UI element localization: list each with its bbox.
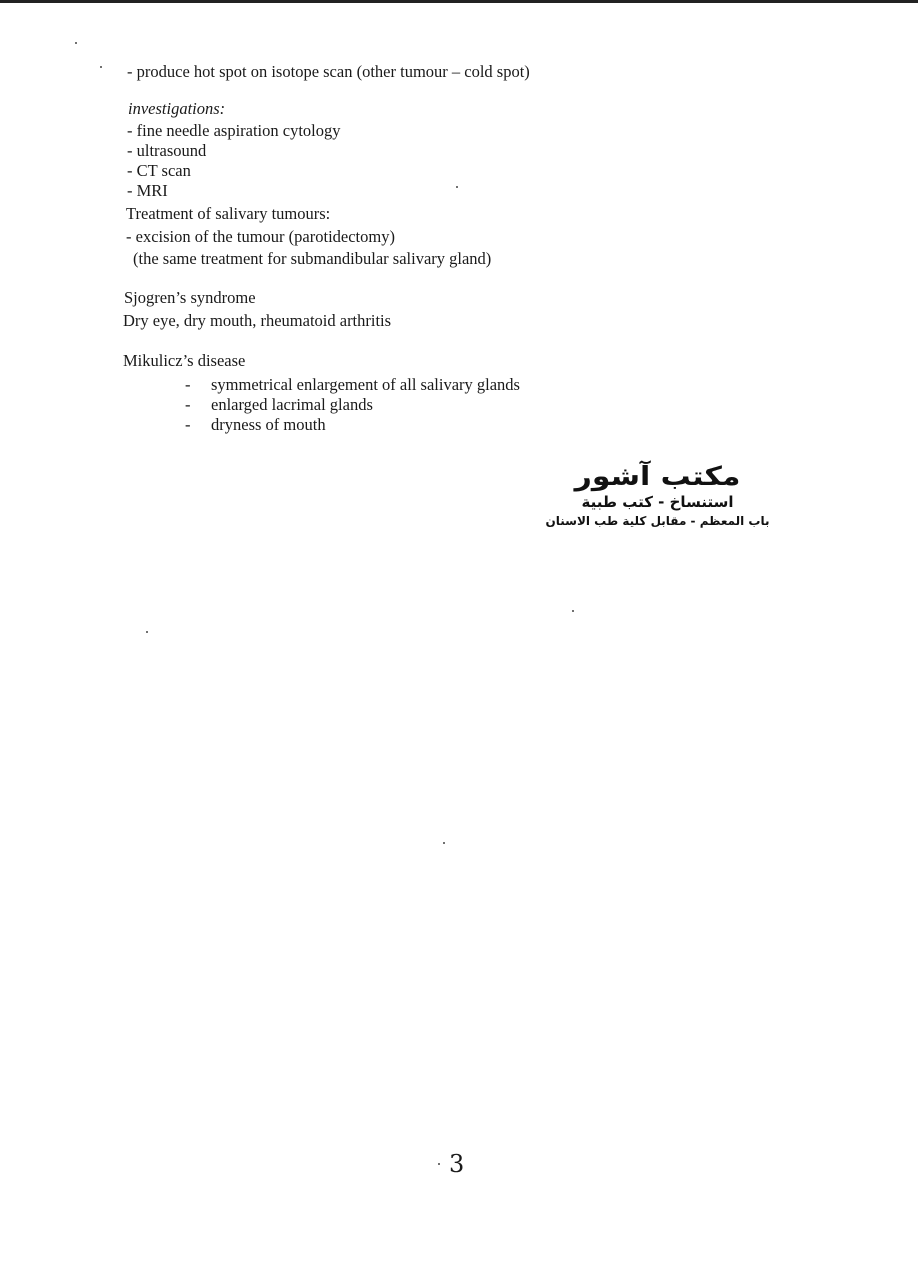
sjogren-heading: Sjogren’s syndrome (124, 288, 256, 307)
investigation-ct: - CT scan (127, 161, 191, 180)
scan-speck (100, 66, 102, 68)
investigation-fnac: - fine needle aspiration cytology (127, 121, 341, 140)
hot-spot-line: - produce hot spot on isotope scan (other tumour – cold spot) (127, 62, 530, 81)
scan-speck (572, 610, 574, 612)
scan-speck (443, 842, 445, 844)
scan-speck (456, 186, 458, 188)
list-item-text: enlarged lacrimal glands (211, 395, 373, 414)
investigations-heading: investigations: (128, 99, 226, 118)
list-item-text: dryness of mouth (211, 415, 326, 434)
stamp-line-2: استنساخ - كتب طبية (581, 493, 734, 511)
stamp-line-1: مكتب آشور (574, 462, 741, 492)
scan-top-edge (0, 0, 918, 3)
bullet-dash: - (185, 415, 191, 434)
page-number: 3 (449, 1150, 465, 1178)
bullet-dash: - (185, 395, 191, 414)
scan-speck (75, 42, 77, 44)
treatment-heading: Treatment of salivary tumours: (126, 204, 331, 223)
mikulicz-heading: Mikulicz’s disease (123, 351, 246, 370)
list-item-text: symmetrical enlargement of all salivary glands (211, 375, 520, 394)
scan-speck (146, 631, 148, 633)
bookshop-stamp (540, 462, 775, 537)
stamp-line-3: باب المعظم - مقابل كلية طب الاسنان (545, 514, 770, 528)
treatment-note: (the same treatment for submandibular salivary gland) (133, 249, 492, 268)
investigation-mri: - MRI (127, 181, 168, 200)
sjogren-triad: Dry eye, dry mouth, rheumatoid arthritis (123, 311, 392, 330)
investigation-ultrasound: - ultrasound (127, 141, 207, 160)
scan-speck (438, 1163, 440, 1165)
bullet-dash: - (185, 375, 191, 394)
treatment-excision: - excision of the tumour (parotidectomy) (126, 227, 395, 246)
